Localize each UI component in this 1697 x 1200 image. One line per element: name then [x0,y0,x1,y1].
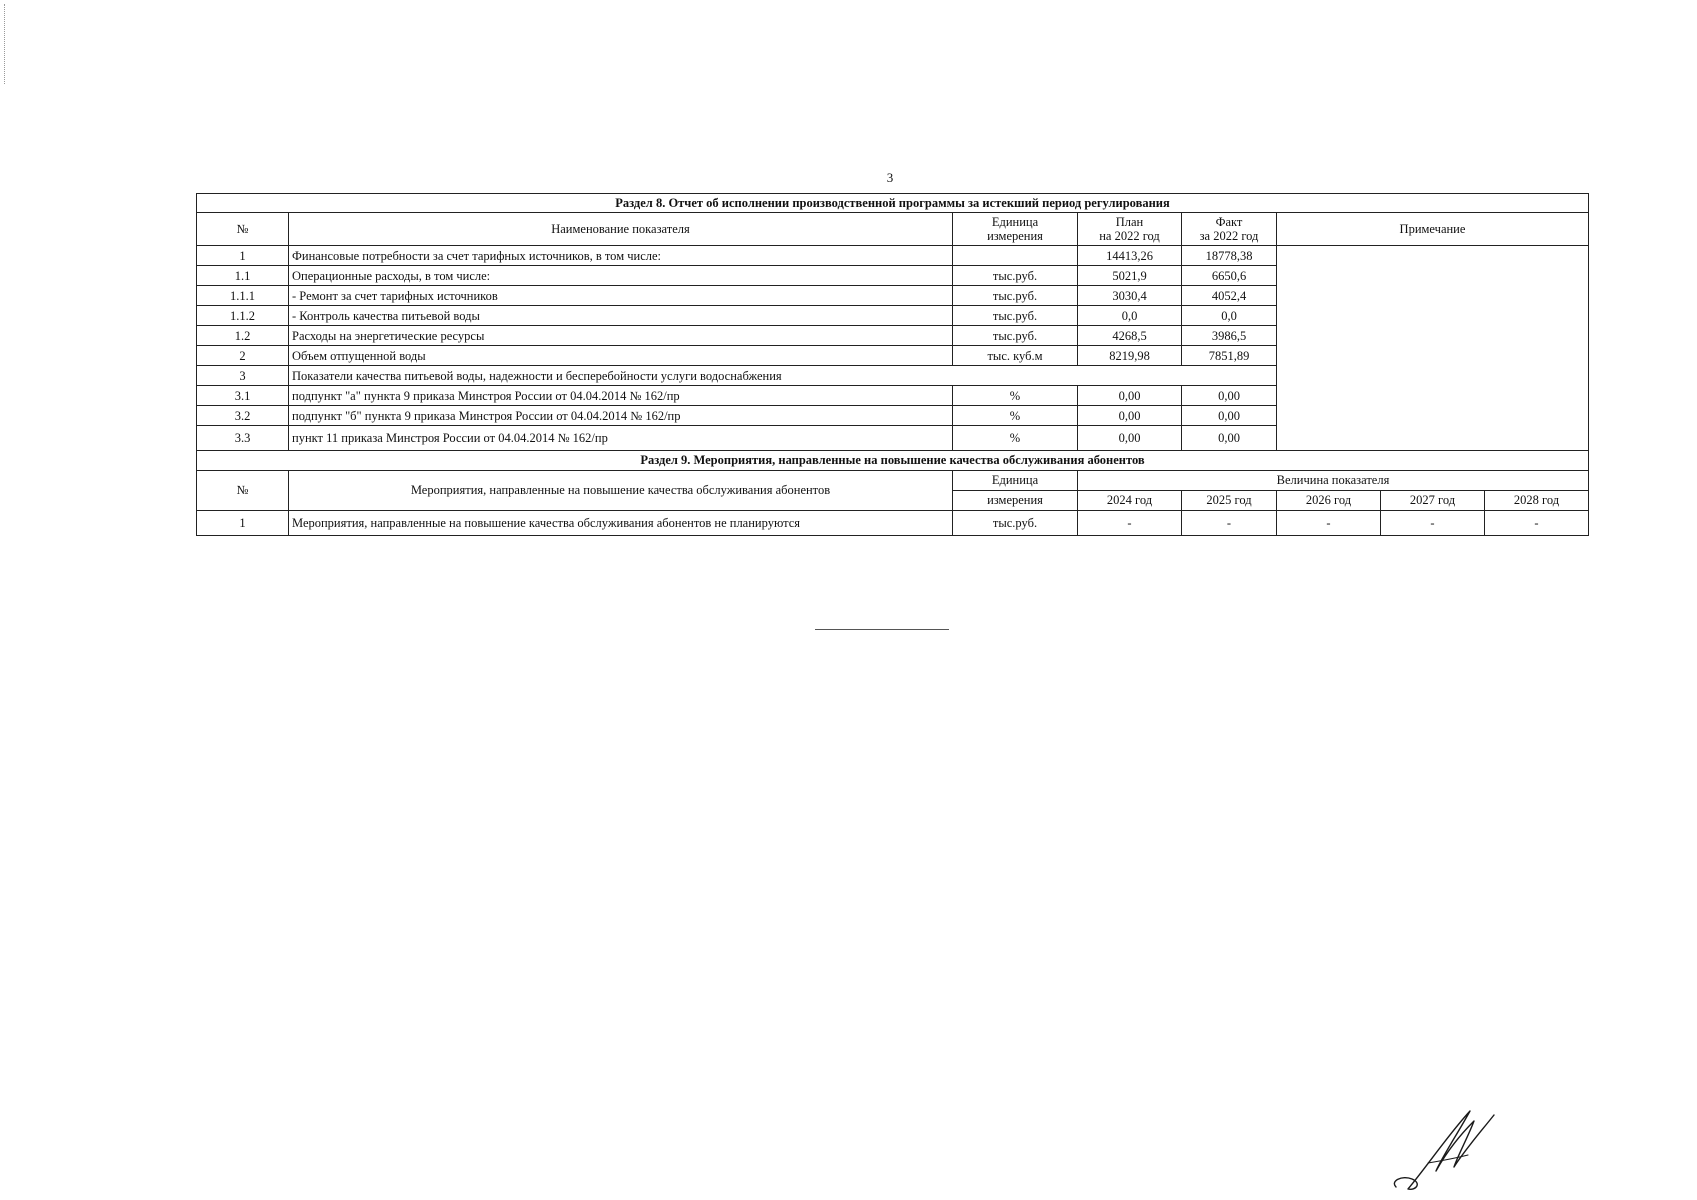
header-name: Наименование показателя [289,213,953,246]
header-num: № [197,213,289,246]
header-unit [953,213,1078,246]
signature-image [1388,1105,1498,1195]
row-fact: 0,00 [1182,426,1277,451]
page-number: 3 [886,170,894,185]
row-name: подпункт "а" пункта 9 приказа Минстроя России от 04.04.2014 № 162/пр [289,386,953,406]
row-unit: тыс.руб. [953,286,1078,306]
row-plan: 8219,98 [1078,346,1182,366]
row-fact: 6650,6 [1182,266,1277,286]
row-plan: 0,0 [1078,306,1182,326]
row-name: - Контроль качества питьевой воды [289,306,953,326]
row-fact: 7851,89 [1182,346,1277,366]
header-note: Примечание [1277,213,1589,246]
row-plan: 14413,26 [1078,246,1182,266]
section9-title: Раздел 9. Мероприятия, направленные на повышение качества обслуживания абонентов [197,451,1589,470]
row-num: 1.1.1 [197,286,289,306]
row-name: Финансовые потребности за счет тарифных источников, в том числе: [289,246,953,266]
row-value-2028: - [1485,510,1589,535]
section8-title: Раздел 8. Отчет об исполнении производственной программы за истекший период регулирования [197,194,1589,213]
header-unit-line1: Единица [991,215,1039,229]
header-fact-line1: Факт [1215,215,1243,229]
table-row [197,510,1589,535]
row-plan: 0,00 [1078,426,1182,451]
s9-header-unit-line2: измерения [953,490,1078,510]
row-value-2025: - [1182,510,1277,535]
s9-header-year-2024: 2024 год [1078,490,1182,510]
row-plan: 0,00 [1078,386,1182,406]
row-value-2026: - [1277,510,1381,535]
report-table-container [196,193,1588,536]
row-num: 1.1.2 [197,306,289,326]
section9-header-row-1 [197,470,1589,490]
header-fact-line2: за 2022 год [1199,229,1259,244]
s9-header-value-group: Величина показателя [1078,470,1589,490]
row-unit: тыс.руб. [953,326,1078,346]
scan-edge-mark [4,4,6,84]
s9-header-year-2026: 2026 год [1277,490,1381,510]
row-num: 1.2 [197,326,289,346]
header-plan [1078,213,1182,246]
row-unit [953,246,1078,266]
row-num: 3 [197,366,289,386]
row-unit: % [953,386,1078,406]
table-row [197,246,1589,266]
row-name: Объем отпущенной воды [289,346,953,366]
row-num: 1 [197,510,289,535]
row-fact: 18778,38 [1182,246,1277,266]
row-plan: 4268,5 [1078,326,1182,346]
row-plan: 5021,9 [1078,266,1182,286]
row-num: 3.3 [197,426,289,451]
row-value-2024: - [1078,510,1182,535]
row-fact: 0,0 [1182,306,1277,326]
s9-header-num: № [197,470,289,510]
s9-header-year-2028: 2028 год [1485,490,1589,510]
row-name: Показатели качества питьевой воды, надежности и бесперебойности услуги водоснабжения [289,366,1277,386]
row-unit: % [953,426,1078,451]
row-name: подпункт "б" пункта 9 приказа Минстроя России от 04.04.2014 № 162/пр [289,406,953,426]
row-plan: 0,00 [1078,406,1182,426]
row-fact: 4052,4 [1182,286,1277,306]
row-fact: 0,00 [1182,406,1277,426]
report-table [196,193,1589,536]
row-name: Расходы на энергетические ресурсы [289,326,953,346]
row-num: 1.1 [197,266,289,286]
header-fact [1182,213,1277,246]
row-fact: 0,00 [1182,386,1277,406]
section8-header-row [197,213,1589,246]
row-name: Операционные расходы, в том числе: [289,266,953,286]
row-unit: % [953,406,1078,426]
section8-title-row [197,194,1589,213]
row-plan: 3030,4 [1078,286,1182,306]
row-num: 1 [197,246,289,266]
row-value-2027: - [1381,510,1485,535]
header-plan-line2: на 2022 год [1099,229,1160,244]
row-name: пункт 11 приказа Минстроя России от 04.04.2014 № 162/пр [289,426,953,451]
row-name: - Ремонт за счет тарифных источников [289,286,953,306]
header-plan-line1: План [1115,215,1144,229]
s9-header-year-2025: 2025 год [1182,490,1277,510]
row-unit: тыс.руб. [953,306,1078,326]
row-name: Мероприятия, направленные на повышение качества обслуживания абонентов не планируются [289,510,953,535]
row-fact: 3986,5 [1182,326,1277,346]
row-unit: тыс.руб. [953,266,1078,286]
header-unit-line2: измерения [987,229,1043,244]
s9-header-year-2027: 2027 год [1381,490,1485,510]
row-unit: тыс. куб.м [953,346,1078,366]
section9-title-row [197,451,1589,470]
row-unit: тыс.руб. [953,510,1078,535]
s9-header-name: Мероприятия, направленные на повышение качества обслуживания абонентов [289,470,953,510]
s9-header-unit-line1: Единица [953,470,1078,490]
row-num: 2 [197,346,289,366]
note-cell [1277,246,1589,451]
row-num: 3.2 [197,406,289,426]
row-num: 3.1 [197,386,289,406]
end-divider-line [815,629,949,630]
